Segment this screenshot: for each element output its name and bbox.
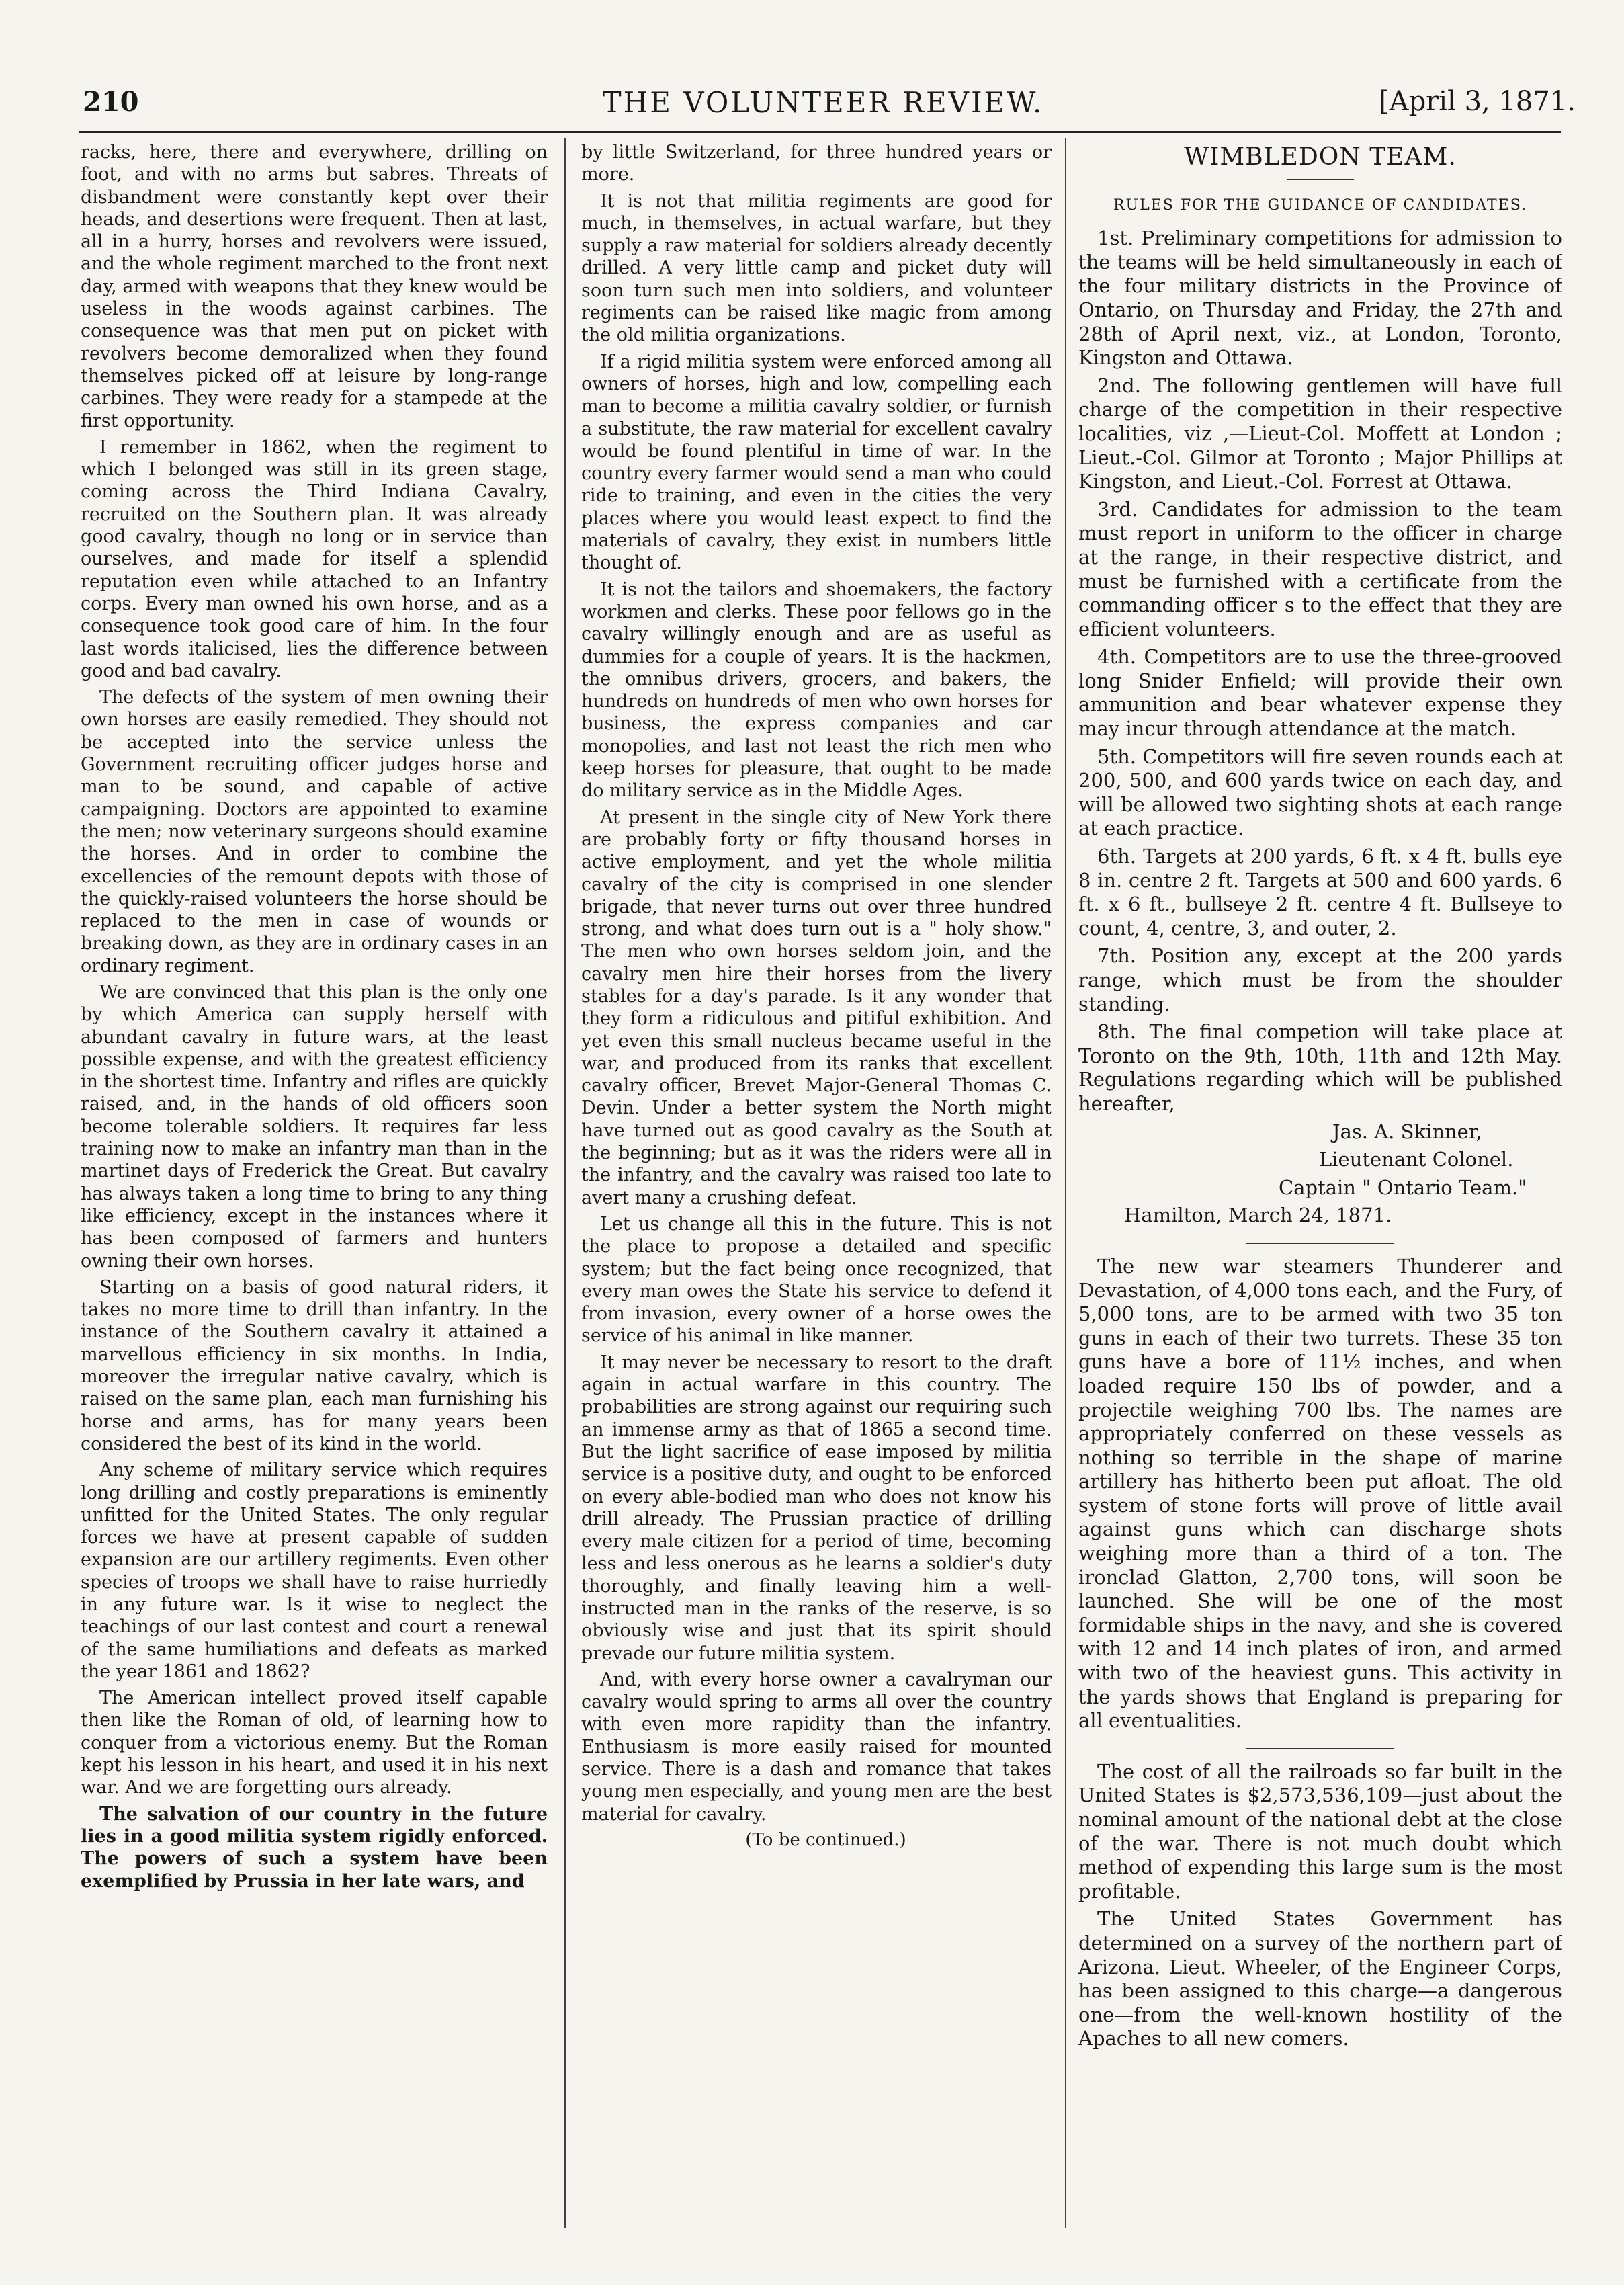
- column-right: [1078, 141, 1562, 2231]
- continued-note: (To be continued.): [745, 1829, 906, 1850]
- article-paragraph: The American intellect proved itself capable then like the Roman of old, of learning how to conquer from a victorious enemy. But the Roman kept his lesson in his heart, and used it in his next war. And we are forgetting ours already.: [81, 1688, 548, 1798]
- article-paragraph: The defects of the system of men owning their own horses are easily remedied. They should not be accepted into the service unless the Government recruiting officer judges horse and man to be sound, and capable of active campaigning. Doctors are appointed to examine the men; now veterinary surgeons should examine the horses. And in order to combine the excellencies of the remount depots with those of the quickly-raised volunteers the horse should be replaced to the men in case of wounds or breaking down, as they are in ordinary cases in an ordinary regiment.: [81, 687, 548, 977]
- column-left: [81, 141, 548, 2231]
- article-paragraph: Any scheme of military service which requires long drilling and costly preparations is eminently unfitted for the United States. The only regular forces we have at present capable of sudden expansion are our artillery regiments. Even other species of troops we shall have to raise hurriedly in any future war. Is it wise to neglect the teachings of our last contest and court a renewal of the same humiliations and defeats as marked the year 1861 and 1862?: [81, 1460, 548, 1682]
- article-paragraph: racks, here, there and everywhere, drilling on foot, and with no arms but sabres. Threats of disbandment were constantly kept over their heads, and desertions were frequent. Then at last, all in a hurry, horses and revolvers were issued, and the whole regiment marched to the front next day, armed with weapons that they knew would be useless in the woods against carbines. The consequence was that men put on picket with revolvers become demoralized when they found themselves picked off at leisure by long-range carbines. They were ready for a stampede at the first opportunity.: [81, 142, 548, 431]
- publication-title: THE VOLUNTEER REVIEW.: [602, 86, 1044, 119]
- article-paragraph: And, with every horse owner a cavalryman our cavalry would spring to arms all over the country with even more rapidity than the infantry. Enthusiasm is more easily raised for mounted service. There is a dash and romance that takes young men especially, and young men are the best material for cavalry.: [581, 1669, 1052, 1825]
- news-paragraph: The cost of all the railroads so far built in the United States is $2,573,536,109—just about the nominal amount of the national debt at the close of the war. There is not much doubt which method of expending this large sum is the most profitable.: [1078, 1759, 1562, 1903]
- column-middle: [581, 141, 1052, 2231]
- rule-paragraph: 4th. Competitors are to use the three-grooved long Snider Enfield; will provide their own ammunition and bear whatever expense they may incur through attendance at the match.: [1078, 645, 1562, 741]
- article-paragraph: Let us change all this in the future. This is not the place to propose a detailed and specific system; but the fact being once recognized, that every man owes the State his service to defend it from invasion, every owner of a horse owes the service of his animal in like manner.: [581, 1213, 1052, 1347]
- issue-date: [April 3, 1871.: [1379, 86, 1576, 117]
- article-paragraph: It may never be necessary to resort to the draft again in actual warfare in this country. The probabilities are strong against our requiring such an immense army as that of 1865 a second time. But the light sacrifice of ease imposed by militia service is a positive duty, and ought to be enforced on every able-bodied man who does not know his drill already. The Prussian practice of drilling every male citizen for a period of time, becoming less and less onerous as he learns a soldier's duty thoroughly, and finally leaving him a well-instructed man in the ranks of the reserve, is so obviously wise and just that its spirit should prevade our future militia system.: [581, 1352, 1052, 1664]
- signature-name: Jas. A. Skinner,: [1332, 1120, 1482, 1143]
- section-heading: WIMBLEDON TEAM.: [1184, 143, 1457, 171]
- rule-paragraph: 2nd. The following gentlemen will have full charge of the competition in their respective localities, viz ,—Lieut-Col. Moffett at London ; Lieut.-Col. Gilmor at Toronto ; Major Phillips at Kingston, and Lieut.-Col. Forrest at Ottawa.: [1078, 374, 1562, 493]
- column-divider: [1065, 138, 1066, 2228]
- article-separator: [1246, 1748, 1394, 1749]
- header-rule: [79, 131, 1561, 133]
- rule-paragraph: 8th. The final competion will take place at Toronto on the 9th, 10th, 11th and 12th May. Regulations regarding which will be published hereafter,: [1078, 1020, 1562, 1115]
- news-paragraph: The new war steamers Thunderer and Devastation, of 4,000 tons each, and the Fury, of 5,000 tons, are to be armed with two 35 ton guns in each of their two turrets. These 35 ton guns have a bore of 11½ inches, and when loaded require 150 lbs of powder, and a projectile weighing 700 lbs. The names are appropriately conferred on these vessels as nothing so terrible in the shape of marine artillery has hitherto been put afloat. The old system of stone forts will prove of little avail against guns which can discharge shots weighing more than a third of a ton. The ironclad Glatton, 2,700 tons, will soon be launched. She will be one of the most formidable ships in the navy, and she is covered with 12 and 14 inch plates of iron, and armed with two of the heaviest guns. This activity in the yards shows that England is preparing for all eventualities.: [1078, 1254, 1562, 1733]
- article-paragraph: The salvation of our country in the future lies in a good militia system rigidly enforced. The powers of such a system have been exemplified by Prussia in her late wars, and: [81, 1803, 548, 1892]
- article-paragraph: by little Switzerland, for three hundred years or more.: [581, 142, 1052, 185]
- rule-paragraph: 1st. Preliminary competitions for admission to the teams will be held simultaneously in each of the four military districts in the Province of Ontario, on Thursday and Friday, the 27th and 28th of April next, viz., at London, Toronto, Kingston and Ottawa.: [1078, 226, 1562, 370]
- signature-title: Captain " Ontario Team.": [1279, 1175, 1527, 1199]
- section-subheading: RULES FOR THE GUIDANCE OF CANDIDATES.: [1113, 196, 1527, 214]
- signature-place-date: Hamilton, March 24, 1871.: [1124, 1204, 1392, 1227]
- article-paragraph: I remember in 1862, when the regiment to which I belonged was still in its green stage, coming across the Third Indiana Cavalry, recruited on the Southern plan. It was already good cavalry, though no long or in service than ourselves, and made for itself a splendid reputation even while attached to an Infantry corps. Every man owned his own horse, and as a consequence took good care of him. In the four last words italicised, lies the difference between good and bad cavalry.: [81, 436, 548, 681]
- rule-paragraph: 6th. Targets at 200 yards, 6 ft. x 4 ft. bulls eye 8 in. centre 2 ft. Targets at 500 and 600 yards. 6 ft. x 6 ft., bullseye 2 ft. centre 4 ft. Bullseye to count, 4, centre, 3, and outer, 2.: [1078, 845, 1562, 940]
- article-paragraph: We are convinced that this plan is the only one by which America can supply herself with abundant cavalry in future wars, at the least possible expense, and with the greatest efficiency in the shortest time. Infantry and rifles are quickly raised, and, in the hands of old officers soon become tolerable soldiers. It requires far less training now to make an infantry man than in the martinet days of Frederick the Great. But cavalry has always taken a long time to bring to any thing like efficiency, except in the instances where it has been composed of farmers and hunters owning their own horses.: [81, 981, 548, 1272]
- signature-rank: Lieutenant Colonel.: [1319, 1148, 1514, 1171]
- article-paragraph: It is not that militia regiments are good for much, in themselves, in actual warfare, but they supply a raw material for soldiers already decently drilled. A very little camp and picket duty will soon turn such men into soldiers, and volunteer regiments can be raised like magic from among the old militia organizations.: [581, 190, 1052, 346]
- article-paragraph: At present in the single city of New York there are probably forty or fifty thousand horses in active employment, and yet the whole militia cavalry of the city is comprised in one slender brigade, that never turns out over three hundred strong, and what does turn out is a " holy show." The men who own horses seldom join, and the cavalry men hire their horses from the livery stables for a day's parade. Is it any wonder that they form a ridiculous and pitiful exhibition. And yet even this small nucleus became useful in the war, and produced from its ranks that excellent cavalry officer, Brevet Major-General Thomas C. Devin. Under a better system the North might have turned out as good cavalry as the South at the beginning; but as it was the riders were all in the infantry, and the cavalry was raised too late to avert many a crushing defeat.: [581, 806, 1052, 1208]
- article-paragraph: If a rigid militia system were enforced among all owners of horses, high and low, compelling each man to become a militia cavalry soldier, or furnish a substitute, the raw material for excellent cavalry would be found plentiful in time of war. In the country every farmer would send a man who could ride to training, and even in the cities the very places where you would least expect to find the materials of cavalry, they exist in numbers little thought of.: [581, 351, 1052, 574]
- page-number: 210: [83, 86, 139, 118]
- column-divider: [564, 138, 566, 2228]
- rule-paragraph: 3rd. Candidates for admission to the team must report in uniform to the officer in charge at the range, in their respective district, and must be furnished with a certificate from the commanding officer s to the effect that they are efficient volunteers.: [1078, 497, 1562, 640]
- rule-paragraph: 7th. Position any, except at the 200 yards range, which must be from the shoulder standing.: [1078, 944, 1562, 1015]
- news-paragraph: The United States Government has determined on a survey of the northern part of Arizona. Lieut. Wheeler, of the Engineer Corps, has been assigned to this charge—a dangerous one—from the well-known hostility of the Apaches to all new comers.: [1078, 1907, 1562, 2050]
- rule-paragraph: 5th. Competitors will fire seven rounds each at 200, 500, and 600 yards twice on each day, and will be allowed two sighting shots at each range at each practice.: [1078, 745, 1562, 840]
- heading-rule: [1287, 179, 1354, 180]
- article-paragraph: Starting on a basis of good natural riders, it takes no more time to drill than infantry. In the instance of the Southern cavalry it attained a marvellous efficiency in six months. In India, moreover the irregular native cavalry, which is raised on the same plan, each man furnishing his horse and arms, has for many years been considered the best of its kind in the world.: [81, 1276, 548, 1454]
- page-header: [71, 86, 1576, 126]
- article-separator: [1246, 1243, 1394, 1244]
- article-paragraph: It is not the tailors and shoemakers, the factory workmen and clerks. These poor fellows go in the cavalry willingly enough and are as useful as dummies for a couple of years. It is the hackmen, the omnibus drivers, grocers, and bakers, the hundreds on hundreds of men who own horses for business, the express companies and car monopolies, and last not least the rich men who keep horses for pleasure, that ought to be made do military service as in the Middle Ages.: [581, 579, 1052, 802]
